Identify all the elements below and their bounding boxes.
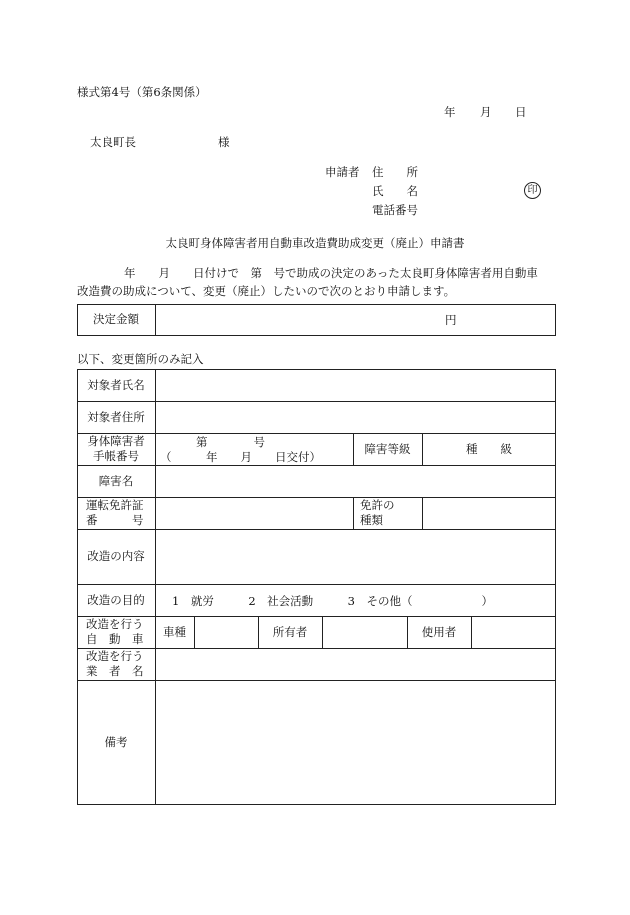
document-title: 太良町身体障害者用自動車改造費助成変更（廃止）申請書: [165, 236, 465, 250]
subject-name-label: 対象者氏名: [87, 378, 145, 392]
license-label-1: 運転免許証: [86, 498, 144, 512]
applicant-label: 申請者: [325, 165, 360, 179]
body-line-2: 改造費の助成について、変更（廃止）したいので次のとおり申請します。: [77, 284, 456, 298]
handbook-issue-date: （ 年 月 日交付）: [160, 450, 321, 464]
handbook-label-1: 身体障害者: [87, 434, 145, 448]
remarks-label: 備考: [104, 735, 128, 749]
addressee-name: 太良町長: [90, 135, 136, 149]
handbook-label-2: 手帳番号: [93, 449, 139, 463]
vehicle-user-label: 使用者: [421, 625, 457, 639]
date-month: 月: [480, 105, 492, 119]
applicant-phone-label: 電話番号: [372, 203, 418, 217]
seal-mark: 印: [524, 182, 541, 199]
vehicle-model-label: 車種: [163, 625, 186, 639]
body-line-1: 年 月 日付けで 第 号で助成の決定のあった太良町身体障害者用自動車: [124, 266, 538, 280]
disability-name-label: 障害名: [98, 474, 134, 488]
applicant-name-label: 氏 名: [372, 184, 418, 198]
vehicle-label-1: 改造を行う: [86, 617, 144, 631]
form-number: 様式第4号（第6条関係）: [77, 85, 207, 99]
license-type-label-2: 種類: [360, 513, 383, 527]
applicant-address-label: 住 所: [372, 165, 418, 179]
license-type-label-1: 免許の: [360, 498, 395, 512]
modification-purpose-options: 1 就労 2 社会活動 3 その他（ ）: [172, 594, 493, 608]
disability-grade-label: 障害等級: [364, 442, 411, 456]
date-year: 年: [444, 105, 456, 119]
contractor-label-2: 業 者 名: [86, 664, 144, 678]
vehicle-label-2: 自 動 車: [86, 632, 144, 646]
modification-purpose-label: 改造の目的: [87, 593, 145, 607]
modification-content-label: 改造の内容: [87, 549, 145, 563]
vehicle-owner-label: 所有者: [272, 625, 308, 639]
decided-amount-unit: 円: [445, 313, 457, 327]
section-note: 以下、変更箇所のみ記入: [77, 352, 204, 366]
handbook-number: 第 号: [196, 435, 265, 449]
decided-amount-label: 決定金額: [93, 312, 139, 326]
subject-address-label: 対象者住所: [87, 410, 145, 424]
date-day: 日: [515, 105, 527, 119]
license-label-2: 番 号: [86, 513, 144, 527]
disability-grade-value: 種 級: [466, 442, 512, 456]
contractor-label-1: 改造を行う: [86, 649, 144, 663]
addressee-honorific: 様: [218, 135, 230, 149]
